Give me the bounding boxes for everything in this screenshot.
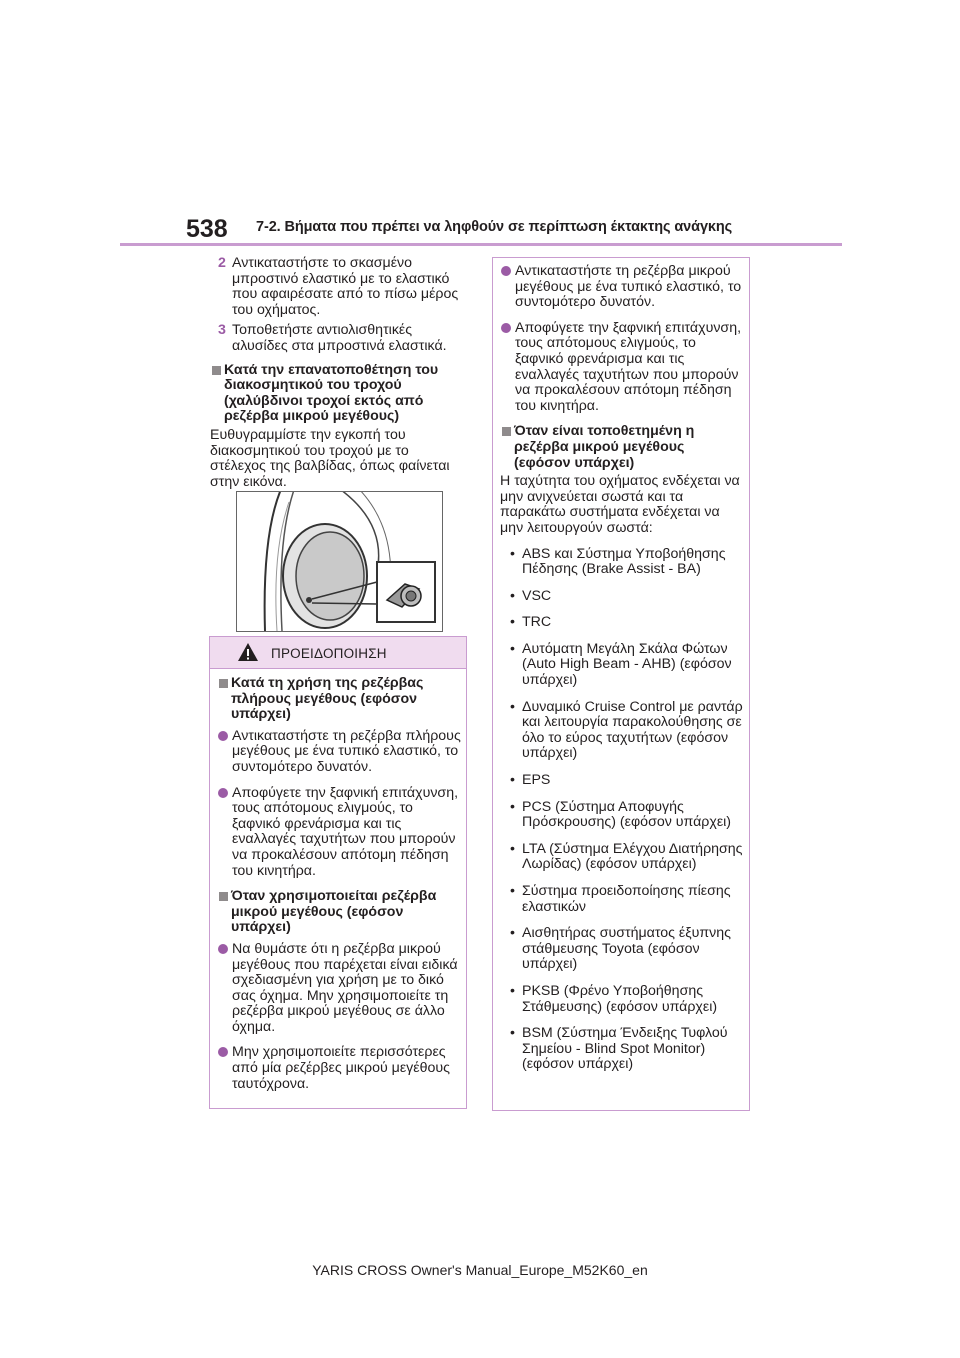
warning-triangle-icon [237, 642, 259, 662]
warning-box [209, 636, 467, 1109]
wheel-ornament-illustration [236, 491, 443, 632]
page-number: 538 [186, 215, 228, 243]
system-list-item [500, 926, 744, 973]
step-text: Τοποθετήστε αντιολισθητικές αλυσίδες στα μπροστινά ελαστικά. [232, 322, 447, 354]
warning-heading-compact-spare: Όταν χρησιμοποιείται ρεζέρβα μικρού μεγέθους (εφόσον υπάρχει) [217, 889, 461, 936]
system-name: PCS (Σύστημα Αποφυγής Πρόσκρουσης) (εφόσον υπάρχει) [522, 798, 732, 831]
system-name: ABS και Σύστημα Υποβοήθησης Πέδησης (Brake Assist - BA) [522, 545, 726, 578]
bullet-dot: • [510, 925, 515, 942]
bullet-dot: • [510, 982, 515, 999]
system-name: LTA (Σύστημα Ελέγχου Διατήρησης Λωρίδας) (εφόσον υπάρχει) [522, 840, 743, 873]
bullet-item: Να θυμάστε ότι η ρεζέρβα μικρού μεγέθους που παρέχεται είναι ειδικά σχεδιασμένη για χρήση με το δικό σας όχημα. Μην χρησιμοποιείτε τη ρεζέρβα μικρού μεγέθους σε άλλο όχημα. [217, 942, 461, 1036]
warning-header [210, 637, 466, 669]
bullet-dot: • [510, 1025, 515, 1042]
paragraph: Η ταχύτητα του οχήματος ενδέχεται να μην ανιχνεύεται σωστά και τα παρακάτω συστήματα ενδέχεται να μην λειτουργούν σωστά: [500, 473, 740, 536]
step-2 [210, 256, 468, 318]
system-name: VSC [522, 587, 552, 604]
system-name: TRC [522, 614, 552, 631]
bullet-item: Αντικαταστήστε τη ρεζέρβα μικρού μεγέθους με ένα τυπικό ελαστικό, το συντομότερο δυνατόν. [500, 264, 744, 311]
footer-manual-id: YARIS CROSS Owner's Manual_Europe_M52K60_en [312, 1262, 648, 1278]
systems-list [500, 547, 744, 1073]
system-list-item [500, 773, 744, 789]
paragraph: Ευθυγραμμίστε την εγκοπή του διακοσμητικού του τροχού με το στέλεχος της βαλβίδας, όπως φαίνεται στην εικόνα. [210, 426, 450, 490]
bullet-dot: • [510, 587, 515, 604]
system-list-item [500, 984, 744, 1015]
system-name: Αισθητήρας συστήματος έξυπνης στάθμευσης Toyota (εφόσον υπάρχει) [522, 925, 731, 973]
system-name: EPS [522, 772, 551, 789]
system-list-item [500, 589, 744, 605]
bullet-item: Αποφύγετε την ξαφνική επιτάχυνση, τους απότομους ελιγμούς, το ξαφνικό φρενάρισμα και τις εναλλαγές ταχυτήτων που μπορούν να προκαλέσουν απότομη πέδηση του κινητήρα. [217, 786, 461, 880]
bullet-item: Αποφύγετε την ξαφνική επιτάχυνση, τους απότομους ελιγμούς, το ξαφνικό φρενάρισμα και τις εναλλαγές ταχυτήτων που μπορούν να προκαλέσουν απότομη πέδηση του κινητήρα. [500, 321, 744, 415]
warning-body [210, 669, 466, 1092]
system-list-item [500, 842, 744, 873]
system-name: Σύστημα προειδοποίησης πίεσης ελαστικών [522, 883, 731, 915]
caution-box [492, 257, 750, 1111]
system-list-item [500, 884, 744, 915]
bullet-item: Αντικαταστήστε τη ρεζέρβα πλήρους μεγέθους με ένα τυπικό ελαστικό, το συντομότερο δυνατόν. [217, 729, 461, 776]
system-list-item [500, 800, 744, 831]
system-list-item [500, 615, 744, 631]
system-list-item [500, 642, 744, 689]
header-rule [120, 243, 842, 246]
bullet-dot: • [510, 840, 515, 857]
warning-heading-full-size-spare: Κατά τη χρήση της ρεζέρβας πλήρους μεγέθους (εφόσον υπάρχει) [217, 676, 461, 723]
chapter-title: 7-2. Βήματα που πρέπει να ληφθούν σε περίπτωση έκτακτης ανάγκης [256, 219, 733, 235]
system-name: Αυτόματη Μεγάλη Σκάλα Φώτων (Auto High Beam - AHB) (εφόσον υπάρχει) [522, 640, 732, 689]
bullet-dot: • [510, 698, 515, 715]
system-name: Δυναμικό Cruise Control με ραντάρ και λειτουργία παρακολούθησης σε όλο το εύρος ταχυτήτων (εφόσον υπάρχει) [522, 698, 743, 762]
warning-title: ΠΡΟΕΙΔΟΠΟΙΗΣΗ [271, 646, 387, 661]
step-number: 2 [218, 255, 226, 271]
bullet-dot: • [510, 640, 515, 657]
system-name: PKSB (Φρένο Υποβοήθησης Στάθμευσης) (εφόσον υπάρχει) [522, 982, 718, 1015]
section-heading: Όταν είναι τοποθετημένη η ρεζέρβα μικρού μεγέθους (εφόσον υπάρχει) [500, 424, 744, 471]
left-column [210, 256, 468, 490]
bullet-dot: • [510, 772, 515, 789]
system-list-item [500, 700, 744, 762]
bullet-dot: • [510, 883, 515, 899]
bullet-dot: • [510, 798, 515, 815]
system-list-item [500, 547, 744, 578]
system-name: BSM (Σύστημα Ένδειξης Τυφλού Σημείου - Blind Spot Monitor) (εφόσον υπάρχει) [522, 1025, 728, 1073]
bullet-dot: • [510, 614, 515, 631]
section-heading: Κατά την επανατοποθέτηση του διακοσμητικού του τροχού (χαλύβδινοι τροχοί εκτός από ρεζέρβα μικρού μεγέθους) [210, 363, 468, 425]
step-text: Αντικαταστήστε το σκασμένο μπροστινό ελαστικό με το ελαστικό που αφαιρέσατε από το πίσω μέρος του οχήματος. [232, 255, 459, 318]
system-list-item [500, 1026, 744, 1073]
bullet-item: Μην χρησιμοποιείτε περισσότερες από μία ρεζέρβες μικρού μεγέθους ταυτόχρονα. [217, 1045, 461, 1092]
step-3 [210, 323, 468, 354]
step-number: 3 [218, 322, 226, 339]
bullet-dot: • [510, 545, 515, 562]
